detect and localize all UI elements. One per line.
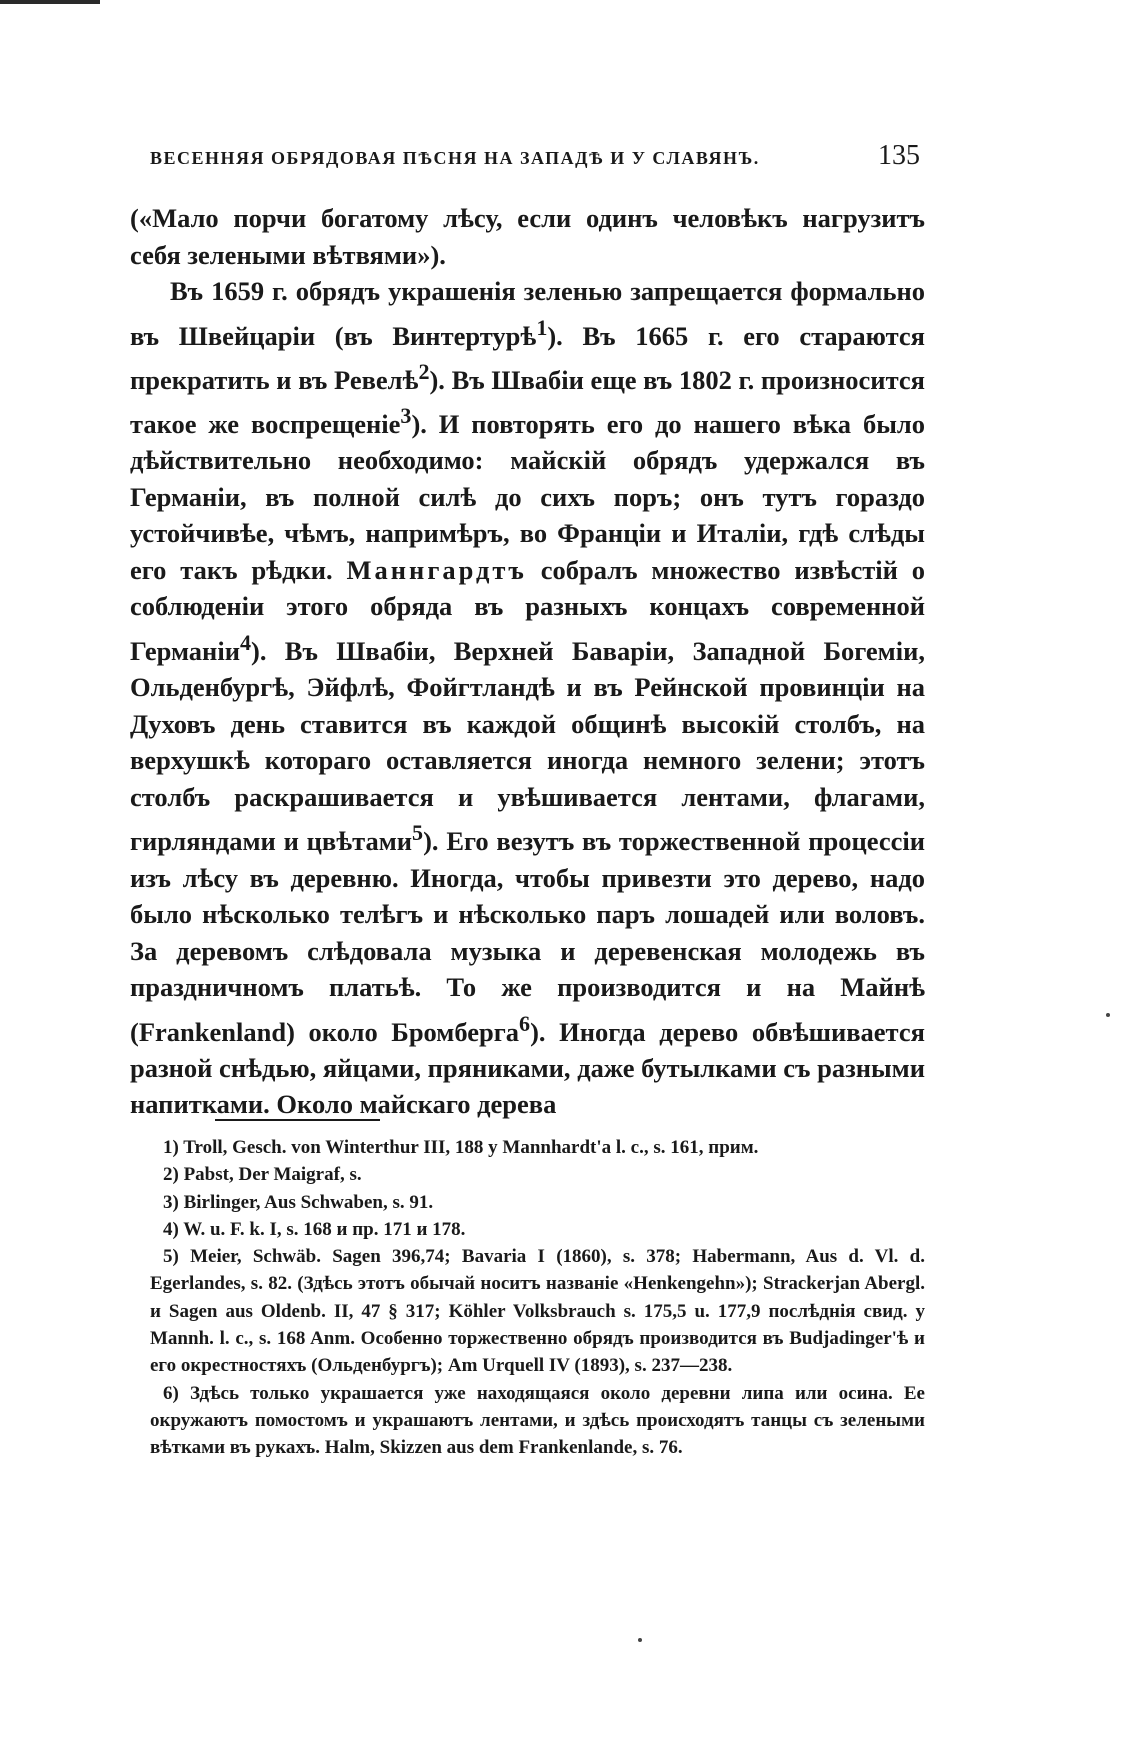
footnote-6: 6) Здѣсь только украшается уже находящаяся около деревни липа или осина. Ее окружаютъ помостомъ и украшаютъ лентами, и здѣсь происходятъ танцы съ зелеными вѣтками въ рукахъ. Halm, Skizzen aus dem Frankenlande, s. 76. — [150, 1382, 925, 1459]
text-run: ). Въ Швабіи, Верхней Баваріи, Западной Богеміи, Ольденбургѣ, Эйфлѣ, Фойгтландѣ и въ Рейнской провинціи на Духовъ день ставится въ каждой общинѣ высокій столбъ, на верхушкѣ котораго оставляется иногда немного зелени; этотъ столбъ раскрашивается и увѣшивается лентами, флагами, гирляндами и цвѣтами — [130, 635, 925, 857]
scan-edge-mark — [0, 0, 100, 4]
text-run: ). Въ 1665 г. его стараются прекратить и въ Ревелѣ — [130, 320, 926, 395]
running-head: ВЕСЕННЯЯ ОБРЯДОВАЯ ПѢСНЯ НА ЗАПАДѢ И У СЛАВЯНЪ. — [150, 148, 760, 168]
text-run: ). И повторять его до нашего вѣка было дѣйствительно необходимо: майскій обрядъ удержался въ Германіи, въ полной силѣ до сихъ поръ; онъ тутъ гораздо устойчивѣе, чѣмъ, напримѣръ, во Франціи и Италіи, гдѣ слѣды его такъ рѣдки. — [130, 408, 925, 585]
footnote-2: 2) Pabst, Der Maigraf, s. — [163, 1164, 362, 1186]
footnotes — [150, 1134, 925, 1462]
text-run: ). Въ Швабіи еще въ 1802 г. произносится такое же воспрещеніе — [130, 364, 926, 439]
paragraph-2 — [130, 273, 925, 1123]
scan-speck — [1106, 1013, 1110, 1017]
footnote-ref-1: 1 — [536, 314, 548, 340]
footnote-ref-2: 2 — [418, 358, 430, 384]
scan-speck — [638, 1638, 642, 1642]
footnote-ref-5: 5 — [412, 820, 424, 846]
footnote-4: 4) W. u. F. k. I, s. 168 и пр. 171 и 178. — [163, 1218, 466, 1240]
text-run: собралъ множество извѣстій о соблюденіи этого обряда въ разныхъ концахъ современной Германіи — [130, 554, 925, 666]
footnote-ref-4: 4 — [239, 629, 252, 655]
footnote-1: 1) Troll, Gesch. von Winterthur III, 188 у Mannhardt'a l. c., s. 161, прим. — [163, 1137, 759, 1158]
footnote-3: 3) Birlinger, Aus Schwaben, s. 91. — [163, 1191, 434, 1213]
text-run: Въ 1659 г. обрядъ украшенія зеленью запрещается формально въ Швейцаріи (въ Винтертурѣ — [130, 276, 925, 351]
footnote-ref-6: 6 — [519, 1010, 531, 1036]
page-header — [150, 140, 920, 172]
footnote-ref-3: 3 — [400, 403, 412, 429]
page-number: 135 — [878, 140, 920, 171]
text-run: ). Иногда дерево обвѣшивается разной снѣдью, яйцами, пряниками, даже бутылками съ разными напитками. Около майскаго дерева — [130, 1016, 925, 1120]
footnote-5: 5) Meier, Schwäb. Sagen 396,74; Bavaria I (1860), s. 378; Habermann, Aus d. Vl. d. Egerlandes, s. 82. (Здѣсь этотъ обычай носитъ названіе «Henkengehn»); Strackerjan Abergl. и Sagen aus Oldenb. II, 47 § 317; Köhler Volksbrauch s. 175,5 u. 177,9 послѣднія свид. у Mannh. l. c., s. 168 Anm. Особенно торжественно обрядъ производится въ Budjadinger'ѣ и его окрестностяхъ (Ольденбургъ); Am Urquell IV (1893), s. 237—238. — [150, 1246, 925, 1377]
main-text — [130, 200, 925, 1123]
paragraph-1: («Мало порчи богатому лѣсу, если одинъ человѣкъ нагрузитъ себя зелеными вѣтвями»). — [130, 203, 925, 270]
footnote-divider — [215, 1119, 380, 1121]
text-run: ). Его везутъ въ торжественной процессіи изъ лѣсу въ деревню. Иногда, чтобы привезти это дерево, надо было нѣсколько телѣгъ и нѣсколько паръ лошадей или воловъ. За деревомъ слѣдовала музыка и деревенская молодежь въ праздничномъ платьѣ. То же производится и на Майнѣ (Frankenland) около Бромберга — [130, 826, 925, 1047]
author-name: Маннгардтъ — [346, 554, 527, 585]
